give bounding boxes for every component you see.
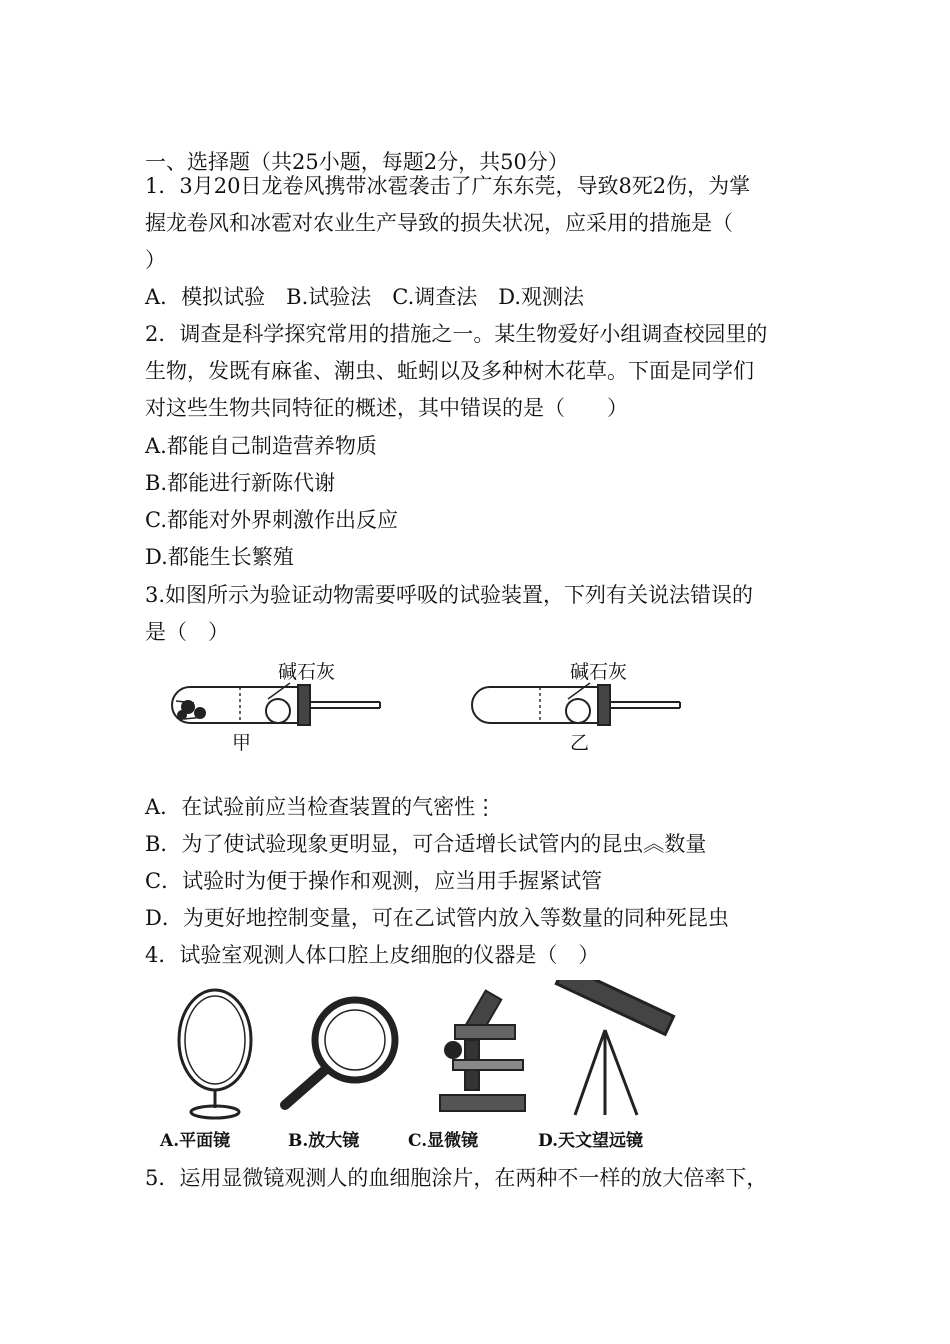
q3-option-b: B．为了使试验现象更明显，可合适增长试管内的昆虫︽数量 [145,832,707,856]
tube-a-label: 碱石灰 [278,661,336,683]
q3-figure [160,655,700,755]
q1-line1: 1．3月20日龙卷风携带冰雹袭击了广东东莞，导致8死2伤，为掌 [145,174,751,198]
q1-options: A．模拟试验 B.试验法 C.调查法 D.观测法 [145,285,585,309]
cap-magnifier: B.放大镜 [288,1131,360,1151]
magnifier-icon [275,980,405,1120]
microscope-icon [425,980,535,1120]
q3-option-d: D．为更好地控制变量，可在乙试管内放入等数量的同种死昆虫 [145,906,729,930]
mirror-icon [160,980,270,1120]
tube-a-name: 甲 [232,732,252,754]
test-tubes-diagram [160,655,700,755]
q1-line3: ） [145,248,166,272]
q2-option-a: A.都能自己制造营养物质 [145,434,377,458]
q2-line3: 对这些生物共同特征的概述，其中错误的是（ ） [145,396,628,420]
q4-figure [150,980,690,1150]
q5-line1: 5．运用显微镜观测人的血细胞涂片，在两种不一样的放大倍率下， [145,1166,768,1190]
q1-line2: 握龙卷风和冰雹对农业生产导致的损失状况，应采用的措施是（ [145,211,733,235]
q4-line1: 4．试验室观测人体口腔上皮细胞的仪器是（ ） [145,943,600,967]
q2-line2: 生物，发既有麻雀、潮虫、蚯蚓以及多种树木花草。下面是同学们 [145,359,754,383]
tube-b-label: 碱石灰 [570,661,628,683]
q2-option-b: B.都能进行新陈代谢 [145,471,336,495]
q3-option-c: C．试验时为便于操作和观测，应当用手握紧试管 [145,869,603,893]
section-header: 一、选择题（共25小题，每题2分，共50分） [145,150,569,174]
cap-mirror: A.平面镜 [160,1131,231,1151]
telescope-icon [545,980,685,1120]
q2-line1: 2．调查是科学探究常用的措施之一。某生物爱好小组调查校园里的 [145,322,768,346]
q3-option-a: A．在试验前应当检查装置的气密性⋮ [145,795,497,819]
cap-microscope: C.显微镜 [408,1131,479,1151]
q3-line2: 是（ ） [145,620,229,644]
cap-telescope: D.天文望远镜 [538,1131,644,1151]
q2-option-d: D.都能生长繁殖 [145,545,294,569]
q2-option-c: C.都能对外界刺激作出反应 [145,508,398,532]
tube-b-name: 乙 [570,732,590,754]
q3-line1: 3.如图所示为验证动物需要呼吸的试验装置，下列有关说法错误的 [145,583,754,607]
